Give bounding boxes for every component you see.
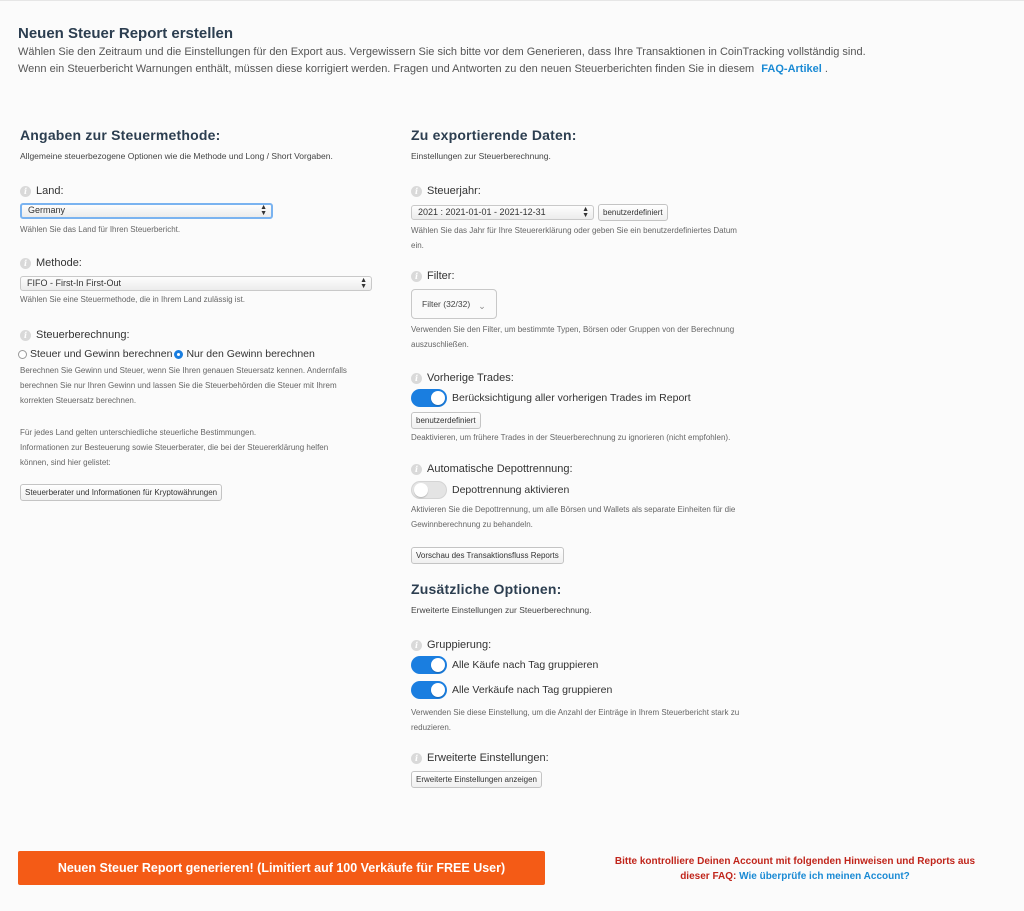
- land-select[interactable]: [20, 203, 273, 219]
- steuerberechnung-help-2: berechnen Sie nur Ihren Gewinn und lassen Sie die Steuerbehörden die Steuer mit Ihrem: [20, 381, 337, 390]
- info-icon[interactable]: i: [411, 271, 422, 282]
- filter-label: Filter:: [427, 270, 455, 282]
- country-info-3: können, sind hier gelistet:: [20, 458, 111, 467]
- info-icon[interactable]: i: [411, 373, 422, 384]
- export-data-subtitle: Einstellungen zur Steuerberechnung.: [411, 151, 551, 161]
- faq-link[interactable]: FAQ-Artikel: [761, 63, 822, 75]
- steuerjahr-help-2: ein.: [411, 241, 424, 250]
- radio-profit-only-label[interactable]: Nur den Gewinn berechnen: [186, 348, 315, 360]
- account-note-line-1: Bitte kontrolliere Deinen Account mit folgenden Hinweisen und Reports aus: [614, 856, 976, 867]
- steuerjahr-custom-button[interactable]: benutzerdefiniert: [598, 204, 668, 221]
- vorherige-group: [411, 372, 791, 445]
- advanced-group: [411, 752, 791, 788]
- previous-trades-toggle-label: Berücksichtigung aller vorherigen Trades im Report: [452, 392, 691, 404]
- vorherige-label: Vorherige Trades:: [427, 372, 514, 384]
- tax-method-section: [20, 127, 380, 501]
- methode-group: [20, 257, 380, 307]
- updown-arrows-icon: ▲ ▼: [260, 204, 267, 217]
- methode-select[interactable]: [20, 276, 372, 291]
- filter-box-wrap: [411, 289, 791, 319]
- info-icon[interactable]: i: [411, 753, 422, 764]
- info-icon[interactable]: i: [20, 330, 31, 341]
- steuerjahr-label-row: [411, 185, 791, 197]
- group-buys-label: Alle Käufe nach Tag gruppieren: [452, 659, 599, 671]
- methode-label: Methode:: [36, 257, 82, 269]
- updown-arrows-icon: ▲ ▼: [360, 276, 367, 290]
- info-icon[interactable]: i: [20, 258, 31, 269]
- extra-options-section: [411, 581, 791, 788]
- steuerjahr-label: Steuerjahr:: [427, 185, 481, 197]
- land-label-row: [20, 185, 380, 197]
- filter-label-row: [411, 270, 791, 282]
- steuerjahr-row: [411, 204, 791, 221]
- depot-help: [411, 502, 791, 532]
- depot-help-1: Aktivieren Sie die Depottrennung, um alle Börsen und Wallets als separate Einheiten für die: [411, 505, 736, 514]
- filter-help-2: auszuschließen.: [411, 340, 469, 349]
- steuerberechnung-help-3: korrekten Steuersatz berechnen.: [20, 396, 137, 405]
- country-info: [20, 425, 380, 470]
- updown-arrows-icon: ▲ ▼: [582, 205, 589, 219]
- intro-line-2: [18, 61, 998, 78]
- advisor-button-wrap: [20, 482, 380, 501]
- steuerberechnung-radios: [18, 348, 380, 360]
- vorherige-custom-wrap: [411, 410, 791, 429]
- depot-toggle-label: Depottrennung aktivieren: [452, 484, 570, 496]
- filter-dropdown[interactable]: [411, 289, 497, 319]
- methode-select-value: FIFO - First-In First-Out: [27, 278, 121, 288]
- generate-report-button[interactable]: Neuen Steuer Report generieren! (Limitiert auf 100 Verkäufe für FREE User): [18, 851, 545, 885]
- group-buys-toggle[interactable]: [411, 656, 447, 674]
- advanced-label-row: [411, 752, 791, 764]
- gruppierung-label-row: [411, 639, 791, 651]
- gruppierung-help-2: reduzieren.: [411, 723, 452, 732]
- advanced-button-wrap: [411, 769, 791, 788]
- account-note-line-2: [590, 869, 1000, 884]
- group-sells-row: [411, 681, 791, 699]
- advanced-label: Erweiterte Einstellungen:: [427, 752, 549, 764]
- show-advanced-settings-button[interactable]: Erweiterte Einstellungen anzeigen: [411, 771, 542, 788]
- info-icon[interactable]: i: [20, 186, 31, 197]
- gruppierung-help-1: Verwenden Sie diese Einstellung, um die Anzahl der Einträge in Ihrem Steuerbericht stark zu: [411, 708, 740, 717]
- depot-toggle[interactable]: [411, 481, 447, 499]
- country-info-2: Informationen zur Besteuerung sowie Steuerberater, die bei der Steuererklärung helfen: [20, 443, 329, 452]
- gruppierung-group: [411, 639, 791, 735]
- previous-trades-toggle[interactable]: [411, 389, 447, 407]
- info-icon[interactable]: i: [411, 640, 422, 651]
- steuerberechnung-help: [20, 363, 380, 408]
- gruppierung-label: Gruppierung:: [427, 639, 492, 651]
- group-sells-toggle[interactable]: [411, 681, 447, 699]
- info-icon[interactable]: i: [411, 186, 422, 197]
- country-info-1: Für jedes Land gelten unterschiedliche steuerliche Bestimmungen.: [20, 428, 257, 437]
- land-label: Land:: [36, 185, 64, 197]
- tax-method-subtitle: Allgemeine steuerbezogene Optionen wie die Methode und Long / Short Vorgaben.: [20, 151, 333, 161]
- depot-help-2: Gewinnberechnung zu behandeln.: [411, 520, 533, 529]
- steuerberechnung-group: [20, 329, 380, 501]
- account-note-prefix: dieser FAQ:: [680, 871, 737, 882]
- filter-group: [411, 270, 791, 352]
- intro-line-2-text: Wenn ein Steuerbericht Warnungen enthält, müssen diese korrigiert werden. Fragen und Antworten zu den neuen Steuerberichten finden Sie in diesem: [18, 63, 755, 75]
- export-data-title: Zu exportierende Daten:: [411, 127, 577, 143]
- steuerjahr-help: [411, 223, 791, 253]
- vorherige-help: Deaktivieren, um frühere Trades in der Steuerberechnung zu ignorieren (nicht empfohlen).: [411, 433, 731, 442]
- account-check-faq-link[interactable]: Wie überprüfe ich meinen Account?: [739, 871, 910, 882]
- intro-line-1: Wählen Sie den Zeitraum und die Einstellungen für den Export aus. Vergewissern Sie sich bitte vor dem Generieren, dass Ihre Transaktionen in CoinTracking vollständig sind.: [18, 46, 866, 58]
- group-sells-label: Alle Verkäufe nach Tag gruppieren: [452, 684, 613, 696]
- account-check-note: [590, 854, 1000, 884]
- methode-label-row: [20, 257, 380, 269]
- steuerberechnung-label: Steuerberechnung:: [36, 329, 130, 341]
- gruppierung-help: [411, 705, 791, 735]
- filter-value: Filter (32/32): [422, 299, 471, 309]
- filter-help: [411, 322, 791, 352]
- land-help: Wählen Sie das Land für Ihren Steuerbericht.: [20, 225, 181, 234]
- land-select-value: Germany: [28, 205, 66, 215]
- intro-text: [18, 44, 998, 78]
- previous-trades-custom-button[interactable]: benutzerdefiniert: [411, 412, 481, 429]
- extra-options-title: Zusätzliche Optionen:: [411, 581, 562, 597]
- toggle-knob: [431, 391, 445, 405]
- filter-help-1: Verwenden Sie den Filter, um bestimmte Typen, Börsen oder Gruppen von der Berechnung: [411, 325, 735, 334]
- tax-advisor-button[interactable]: Steuerberater und Informationen für Kryptowährungen: [20, 484, 222, 501]
- toggle-knob: [431, 683, 445, 697]
- radio-tax-and-profit-label[interactable]: Steuer und Gewinn berechnen: [30, 348, 173, 360]
- depot-group: [411, 463, 791, 564]
- tax-method-title: Angaben zur Steuermethode:: [20, 127, 221, 143]
- group-buys-row: [411, 656, 791, 674]
- radio-tax-and-profit[interactable]: [18, 350, 27, 359]
- toggle-knob: [431, 658, 445, 672]
- extra-options-subtitle: Erweiterte Einstellungen zur Steuerberechnung.: [411, 605, 592, 615]
- radio-profit-only[interactable]: [174, 350, 183, 359]
- intro-end: .: [824, 63, 828, 75]
- methode-help: Wählen Sie eine Steuermethode, die in Ihrem Land zulässig ist.: [20, 295, 246, 304]
- steuerjahr-select-value: 2021 : 2021-01-01 - 2021-12-31: [418, 207, 546, 217]
- preview-button-wrap: [411, 545, 791, 564]
- chevron-down-icon: ⌄: [478, 300, 486, 311]
- steuerberechnung-help-1: Berechnen Sie Gewinn und Steuer, wenn Sie Ihren genauen Steuersatz kennen. Andernfalls: [20, 366, 347, 375]
- steuerjahr-select[interactable]: [411, 205, 594, 220]
- vorherige-toggle-row: [411, 389, 791, 407]
- steuerjahr-help-1: Wählen Sie das Jahr für Ihre Steuererklärung oder geben Sie ein benutzerdefiniertes Datum: [411, 226, 737, 235]
- export-data-section: [411, 127, 791, 788]
- depot-toggle-row: [411, 481, 791, 499]
- toggle-knob: [414, 483, 428, 497]
- land-group: [20, 185, 380, 237]
- transaction-flow-preview-button[interactable]: Vorschau des Transaktionsfluss Reports: [411, 547, 564, 564]
- steuerjahr-group: [411, 185, 791, 253]
- info-icon[interactable]: i: [411, 464, 422, 475]
- vorherige-label-row: [411, 372, 791, 384]
- page-title: Neuen Steuer Report erstellen: [18, 25, 234, 42]
- depot-label-row: [411, 463, 791, 475]
- steuerberechnung-label-row: [20, 329, 380, 341]
- depot-label: Automatische Depottrennung:: [427, 463, 573, 475]
